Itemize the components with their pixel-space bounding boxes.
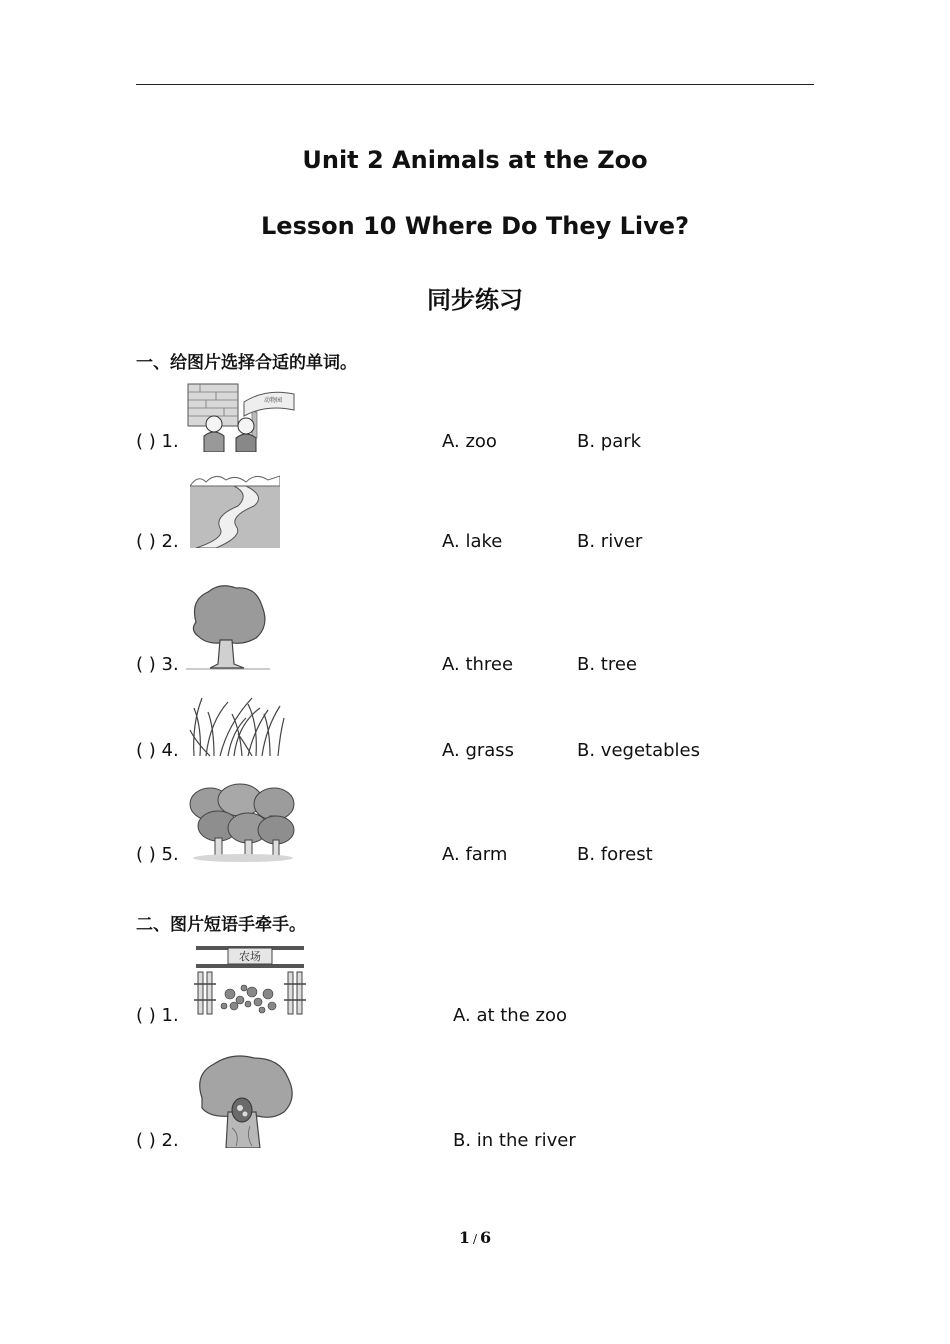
match-2-number: ( ) 2. [136, 1130, 179, 1151]
question-3-option-b: B. tree [577, 654, 638, 675]
farm-sign-label: 农场 [239, 950, 261, 963]
lesson-title: Lesson 10 Where Do They Live? [261, 212, 689, 240]
question-2-option-a: A. lake [442, 531, 503, 552]
question-5-option-a: A. farm [442, 844, 508, 865]
page-separator: / [472, 1232, 478, 1246]
question-4-option-b: B. vegetables [577, 740, 700, 761]
question-3-number: ( ) 3. [136, 654, 179, 675]
page-subtitle: 同步练习 [427, 286, 523, 314]
svg-text:动物园: 动物园 [264, 397, 283, 404]
current-page: 1 [458, 1228, 470, 1247]
question-4-option-a: A. grass [442, 740, 515, 761]
grass-icon [188, 694, 286, 758]
question-5-option-b: B. forest [577, 844, 653, 865]
question-1-option-b: B. park [577, 431, 642, 452]
page-title: Unit 2 Animals at the Zoo [302, 146, 648, 174]
tree-hollow-icon [192, 1054, 298, 1148]
section-2-heading: 二、图片短语手牵手。 [136, 915, 306, 935]
tree-icon [186, 582, 270, 670]
match-1-number: ( ) 1. [136, 1005, 179, 1026]
question-2-option-b: B. river [577, 531, 643, 552]
question-2-number: ( ) 2. [136, 531, 179, 552]
question-5-number: ( ) 5. [136, 844, 179, 865]
question-3-option-a: A. three [442, 654, 514, 675]
header-rule [136, 84, 814, 85]
river-icon [190, 472, 280, 548]
zoo-gate-icon [186, 382, 298, 452]
forest-icon [188, 782, 298, 862]
total-pages: 6 [480, 1228, 492, 1247]
question-1-option-a: A. zoo [442, 431, 497, 452]
match-option-b: B. in the river [453, 1130, 576, 1151]
page-number [0, 1228, 950, 1247]
farm-gate-icon [192, 944, 310, 1018]
question-1-number: ( ) 1. [136, 431, 179, 452]
section-1-heading: 一、给图片选择合适的单词。 [136, 353, 357, 373]
match-option-a: A. at the zoo [453, 1005, 567, 1026]
question-4-number: ( ) 4. [136, 740, 179, 761]
